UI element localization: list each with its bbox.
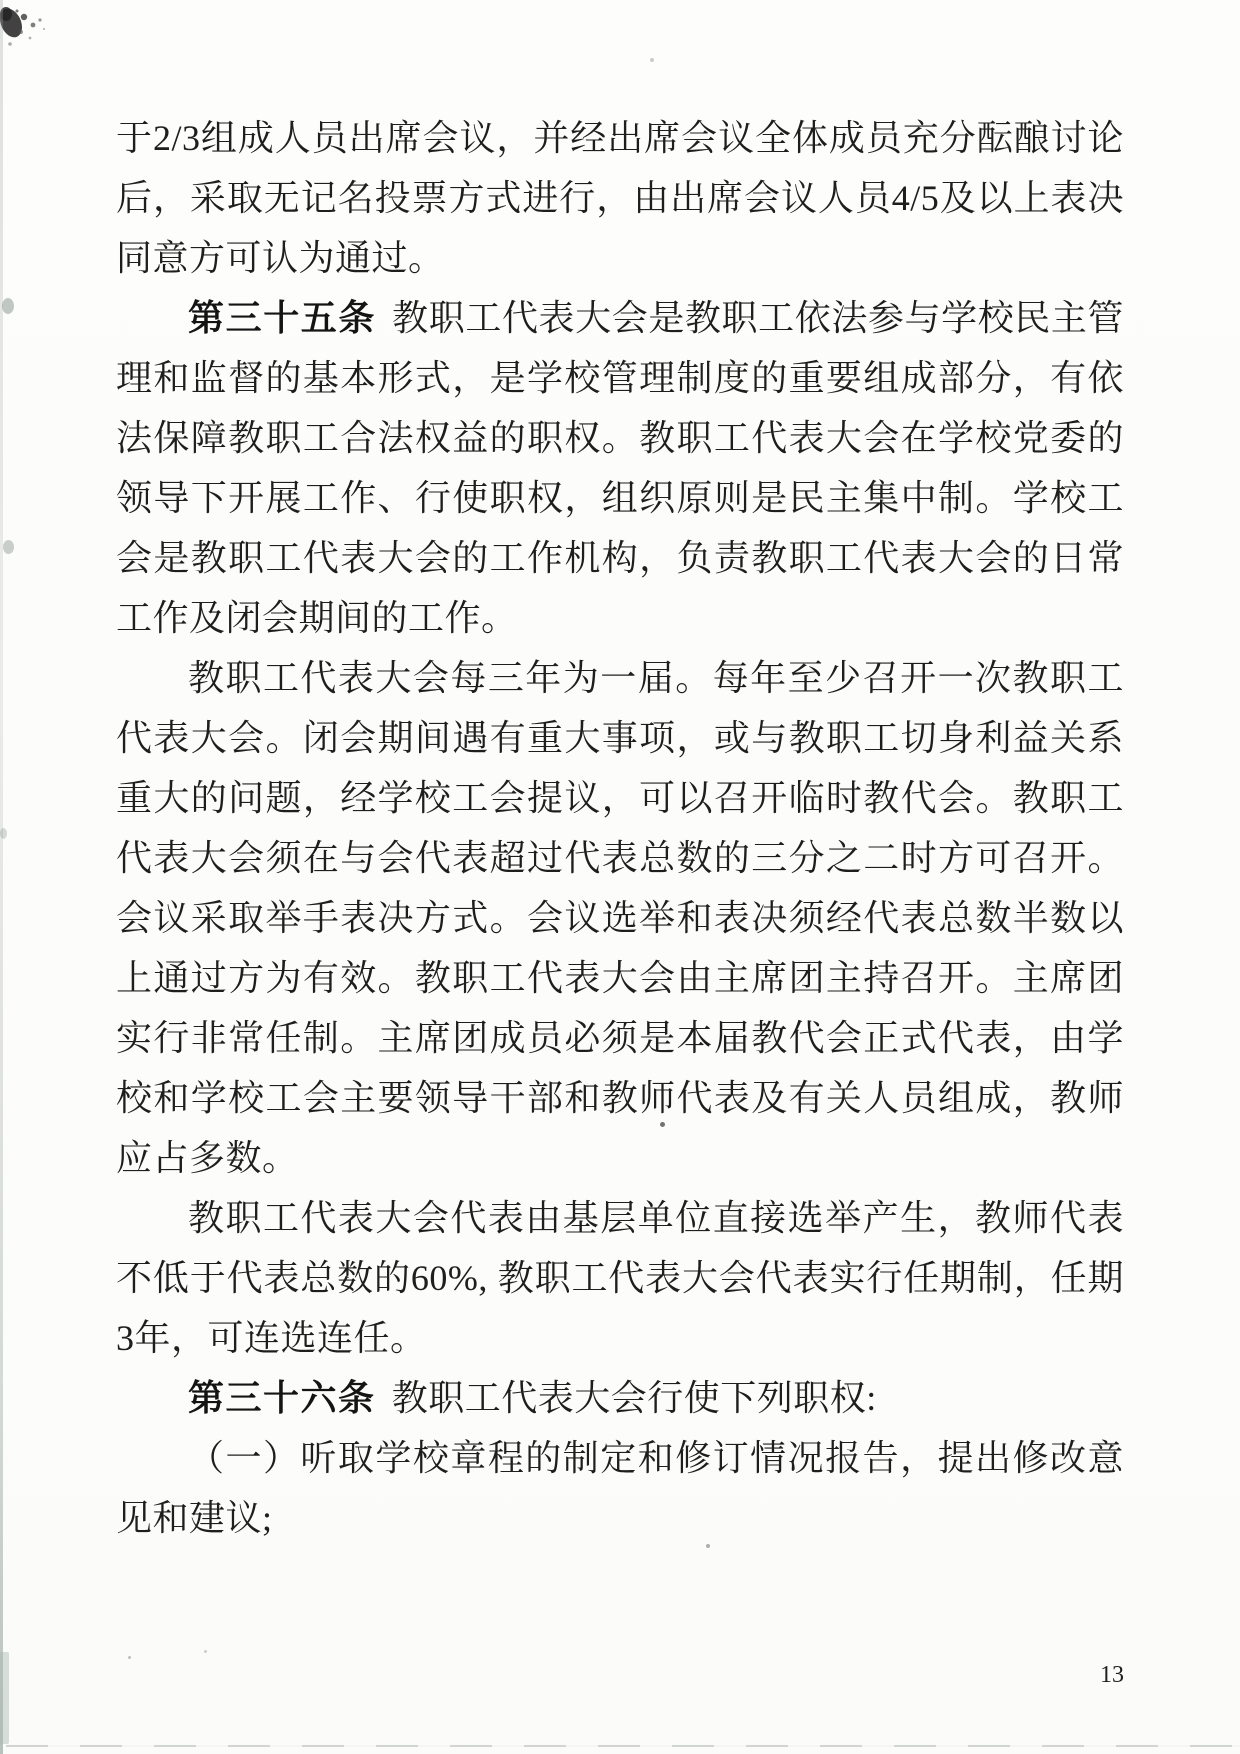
paragraph-article-35: [116, 288, 1124, 648]
article-35-heading: 第三十五条: [188, 298, 376, 338]
scan-bottom-line-artifact: [6, 1745, 1240, 1747]
scan-edge-line-artifact: [0, 0, 3, 1754]
scan-speck-artifact: [706, 1544, 710, 1548]
paragraph-voting-procedure-continuation: [116, 108, 1124, 288]
paragraph-item-one: [116, 1428, 1124, 1548]
paragraph-article-36: [116, 1368, 1124, 1428]
article-36-heading: 第三十六条: [188, 1378, 376, 1418]
paragraph-text: 教职工代表大会每三年为一届。每年至少召开一次教职工代表大会。闭会期间遇有重大事项，或与教职工切身利益关系重大的问题，经学校工会提议，可以召开临时教代会。教职工代表大会须在与会代表超过代表总数的三分之二时方可召开。会议采取举手表决方式。会议选举和表决须经代表总数半数以上通过方为有效。教职工代表大会由主席团主持召开。主席团实行非常任制。主席团成员必须是本届教代会正式代表，由学校和学校工会主要领导干部和教师代表及有关人员组成，教师应占多数。: [116, 658, 1124, 1178]
scan-speck-artifact: [3, 540, 14, 554]
paragraph-text: 教职工代表大会行使下列职权:: [391, 1378, 877, 1418]
scan-speck-artifact: [660, 1122, 665, 1127]
paragraph-text: 于2/3组成人员出席会议，并经出席会议全体成员充分酝酿讨论后，采取无记名投票方式进行，由出席会议人员4/5及以上表决同意方可认为通过。: [116, 118, 1124, 278]
scan-speck-artifact: [128, 1656, 131, 1659]
scan-speck-artifact: [650, 58, 654, 62]
paragraph-text: 教职工代表大会是教职工依法参与学校民主管理和监督的基本形式，是学校管理制度的重要组成部分，有依法保障教职工合法权益的职权。教职工代表大会在学校党委的领导下开展工作、行使职权，组织原则是民主集中制。学校工会是教职工代表大会的工作机构，负责教职工代表大会的日常工作及闭会期间的工作。: [116, 298, 1124, 638]
paragraph-text: 教职工代表大会代表由基层单位直接选举产生，教师代表不低于代表总数的60%, 教职工代表大会代表实行任期制，任期3年，可连选连任。: [116, 1198, 1124, 1358]
scan-speck-artifact: [204, 1650, 207, 1653]
paragraph-text: （一）听取学校章程的制定和修订情况报告，提出修改意见和建议;: [116, 1438, 1124, 1538]
scan-speck-artifact: [0, 828, 7, 839]
paragraph-congress-term-rules: [116, 648, 1124, 1188]
document-text-block: [116, 108, 1124, 1548]
page-number: 13: [1100, 1662, 1124, 1688]
scan-edge-strip-artifact: [0, 1652, 9, 1744]
scan-speck-artifact: [2, 298, 14, 314]
paragraph-delegate-election: [116, 1188, 1124, 1368]
ink-blot-artifact: [0, 4, 52, 62]
